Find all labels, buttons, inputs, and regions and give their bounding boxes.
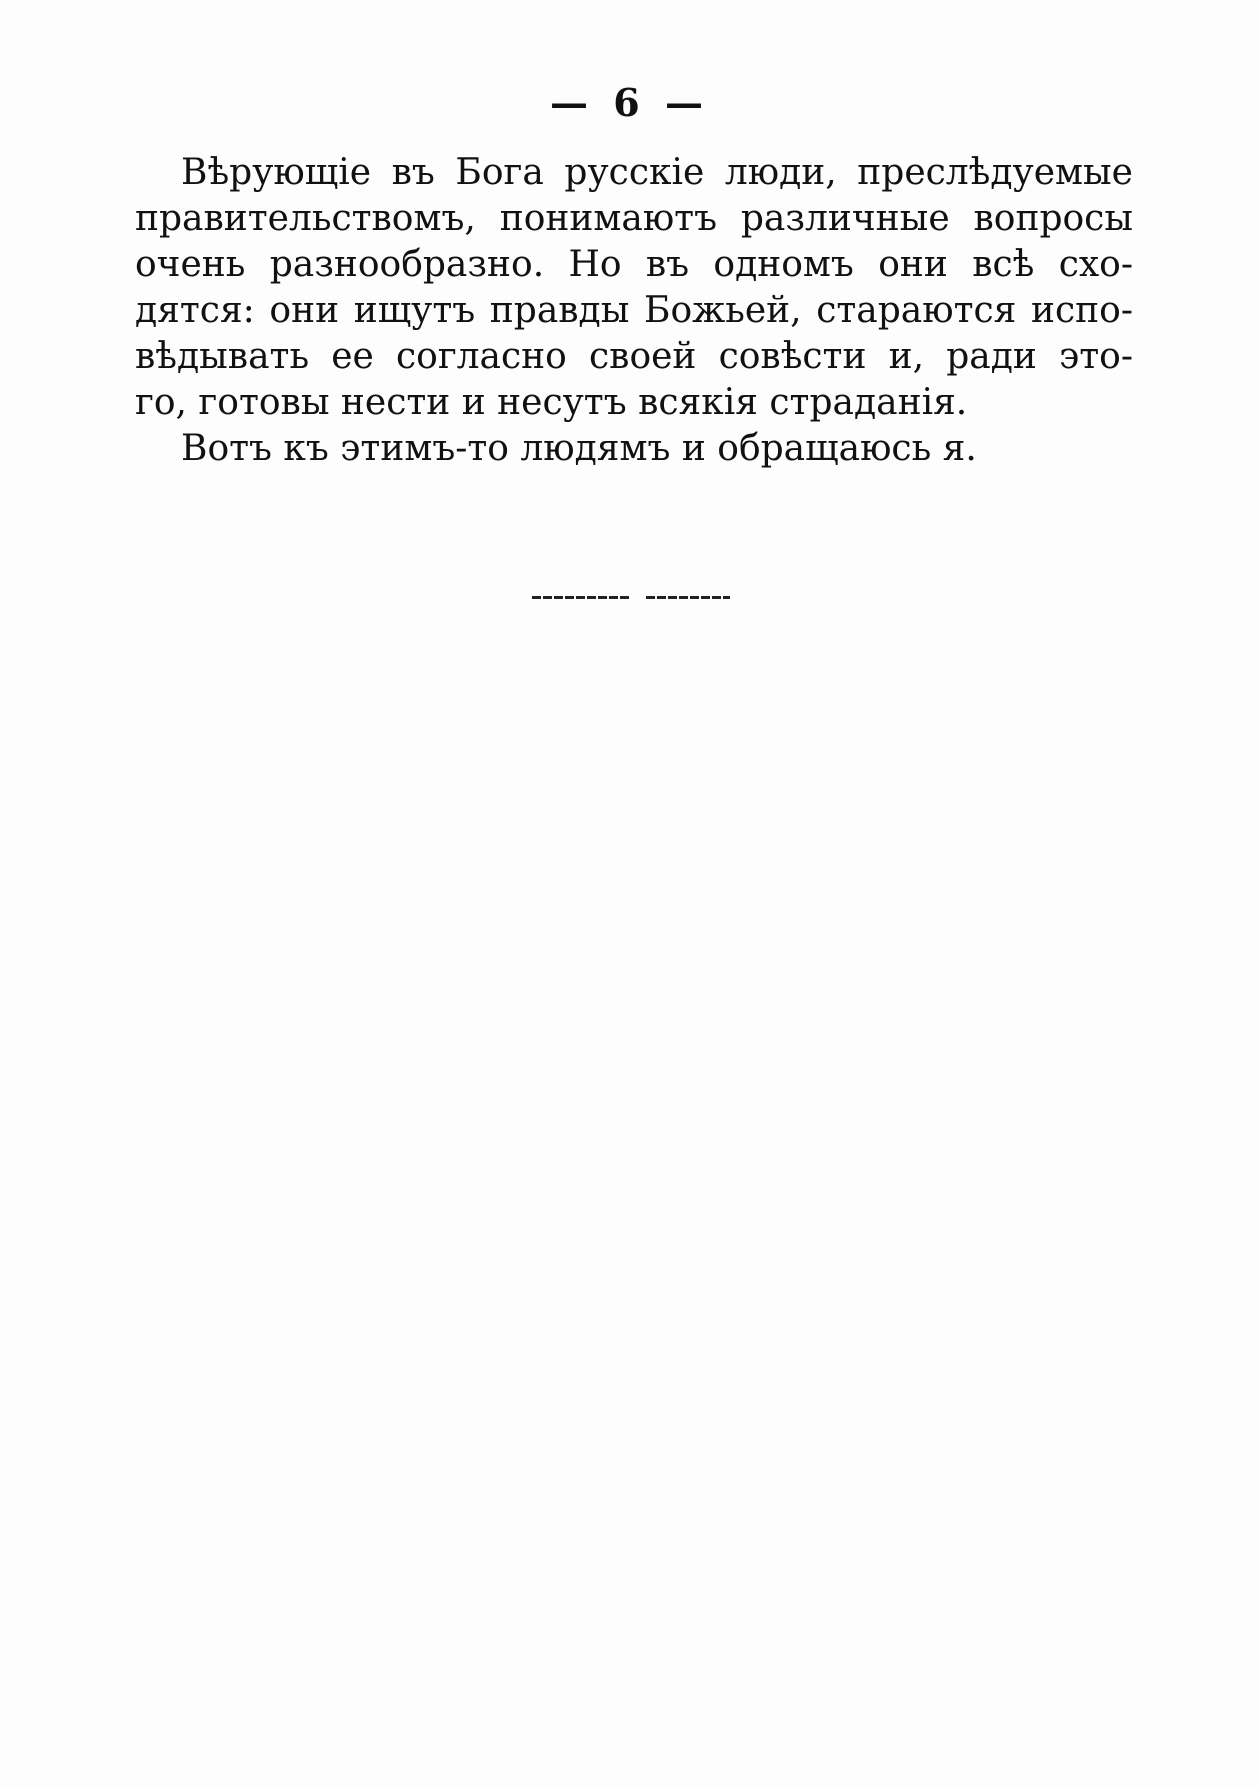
text-line: очень разнообразно. Но въ одномъ они всѣ схо- <box>135 244 1133 285</box>
text-line: Вотъ къ этимъ-то людямъ и обращаюсь я. <box>181 428 977 469</box>
text-line: го, готовы нести и несутъ всякія страданія. <box>135 382 968 423</box>
separator-segment <box>646 596 730 599</box>
text-line: вѣдывать ее согласно своей совѣсти и, ради это- <box>135 336 1133 377</box>
text-line: дятся: они ищутъ правды Божьей, стараются испо- <box>135 290 1133 331</box>
page-number: — 6 — <box>550 80 709 125</box>
separator-segment <box>532 596 630 599</box>
text-line: Вѣрующіе въ Бога русскіе люди, преслѣдуемые <box>181 152 1133 193</box>
text-line: правительствомъ, понимаютъ различные вопросы <box>135 198 1133 239</box>
body-text <box>135 150 1133 472</box>
section-separator <box>532 596 732 600</box>
